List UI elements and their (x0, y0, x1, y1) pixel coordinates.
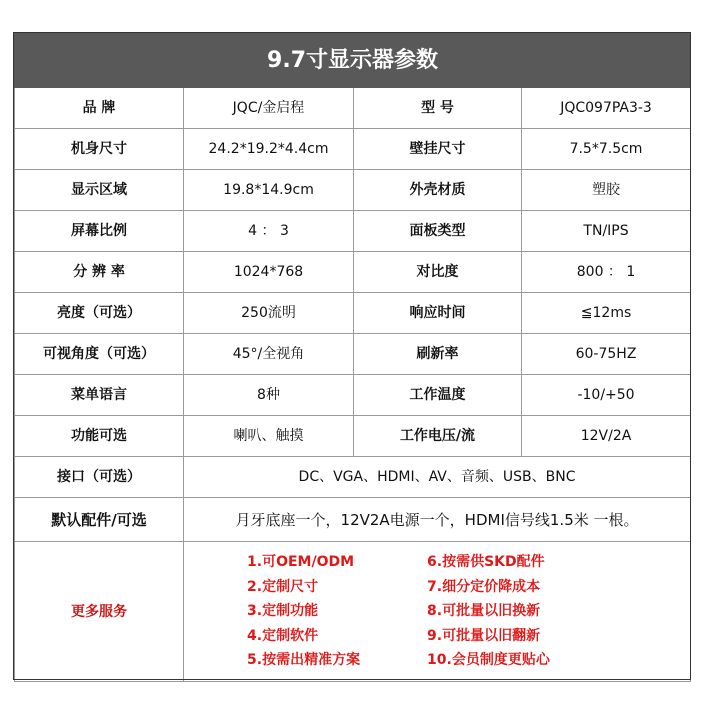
spec-value: 45°/全视角 (184, 334, 354, 375)
spec-label: 工作温度 (354, 375, 522, 416)
table-row (15, 88, 691, 129)
spec-value: JQC097PA3-3 (522, 88, 691, 129)
interface-row (15, 457, 691, 498)
table-title: 9.7寸显示器参数 (15, 34, 691, 88)
title-row (15, 34, 691, 88)
accessories-value: 月牙底座一个，12V2A电源一个，HDMI信号线1.5米 一根。 (184, 498, 691, 542)
service-item: 7.细分定价降成本 (427, 578, 541, 595)
spec-value: 19.8*14.9cm (184, 170, 354, 211)
spec-value: 4 ： 3 (184, 211, 354, 252)
spec-table (14, 33, 691, 682)
spec-value: -10/+50 (522, 375, 691, 416)
service-item: 6.按需供SKD配件 (427, 554, 545, 571)
spec-label: 机身尺寸 (15, 129, 184, 170)
spec-label: 功能可选 (15, 416, 184, 457)
spec-label: 壁挂尺寸 (354, 129, 522, 170)
table-row (15, 416, 691, 457)
service-item: 10.会员制度更贴心 (427, 652, 550, 669)
interface-label: 接口（可选） (15, 457, 184, 498)
spec-label: 对比度 (354, 252, 522, 293)
spec-label: 显示区域 (15, 170, 184, 211)
spec-value: 60-75HZ (522, 334, 691, 375)
service-item: 9.可批量以旧翻新 (427, 627, 541, 644)
spec-label: 屏幕比例 (15, 211, 184, 252)
service-item: 8.可批量以旧换新 (427, 603, 541, 620)
spec-value: 1024*768 (184, 252, 354, 293)
spec-label: 菜单语言 (15, 375, 184, 416)
table-row (15, 334, 691, 375)
spec-value: TN/IPS (522, 211, 691, 252)
accessories-label: 默认配件/可选 (15, 498, 184, 542)
interface-value: DC、VGA、HDMI、AV、音频、USB、BNC (184, 457, 691, 498)
spec-label: 品 牌 (15, 88, 184, 129)
spec-label: 工作电压/流 (354, 416, 522, 457)
table-row (15, 375, 691, 416)
spec-value: 喇叭、触摸 (184, 416, 354, 457)
services-cell (184, 542, 691, 682)
table-row (15, 252, 691, 293)
spec-label: 亮度（可选） (15, 293, 184, 334)
spec-value: ≦12ms (522, 293, 691, 334)
service-item: 3.定制功能 (247, 603, 319, 620)
table-row (15, 170, 691, 211)
spec-value: 24.2*19.2*4.4cm (184, 129, 354, 170)
spec-label: 型 号 (354, 88, 522, 129)
spec-label: 外壳材质 (354, 170, 522, 211)
spec-value: JQC/金启程 (184, 88, 354, 129)
spec-label: 响应时间 (354, 293, 522, 334)
service-item: 1.可OEM/ODM (247, 554, 355, 571)
accessories-row (15, 498, 691, 542)
table-row (15, 211, 691, 252)
spec-value: 250流明 (184, 293, 354, 334)
service-item: 5.按需出精准方案 (247, 652, 361, 669)
spec-label: 刷新率 (354, 334, 522, 375)
spec-label: 可视角度（可选） (15, 334, 184, 375)
spec-value: 8种 (184, 375, 354, 416)
spec-label: 面板类型 (354, 211, 522, 252)
services-list (184, 550, 691, 673)
spec-label: 分 辨 率 (15, 252, 184, 293)
service-item: 4.定制软件 (247, 627, 319, 644)
spec-value: 800 ： 1 (522, 252, 691, 293)
services-label: 更多服务 (15, 542, 184, 682)
table-row (15, 129, 691, 170)
services-row (15, 542, 691, 682)
spec-value: 塑胶 (522, 170, 691, 211)
spec-value: 12V/2A (522, 416, 691, 457)
spec-value: 7.5*7.5cm (522, 129, 691, 170)
table-row (15, 293, 691, 334)
service-item: 2.定制尺寸 (247, 578, 319, 595)
